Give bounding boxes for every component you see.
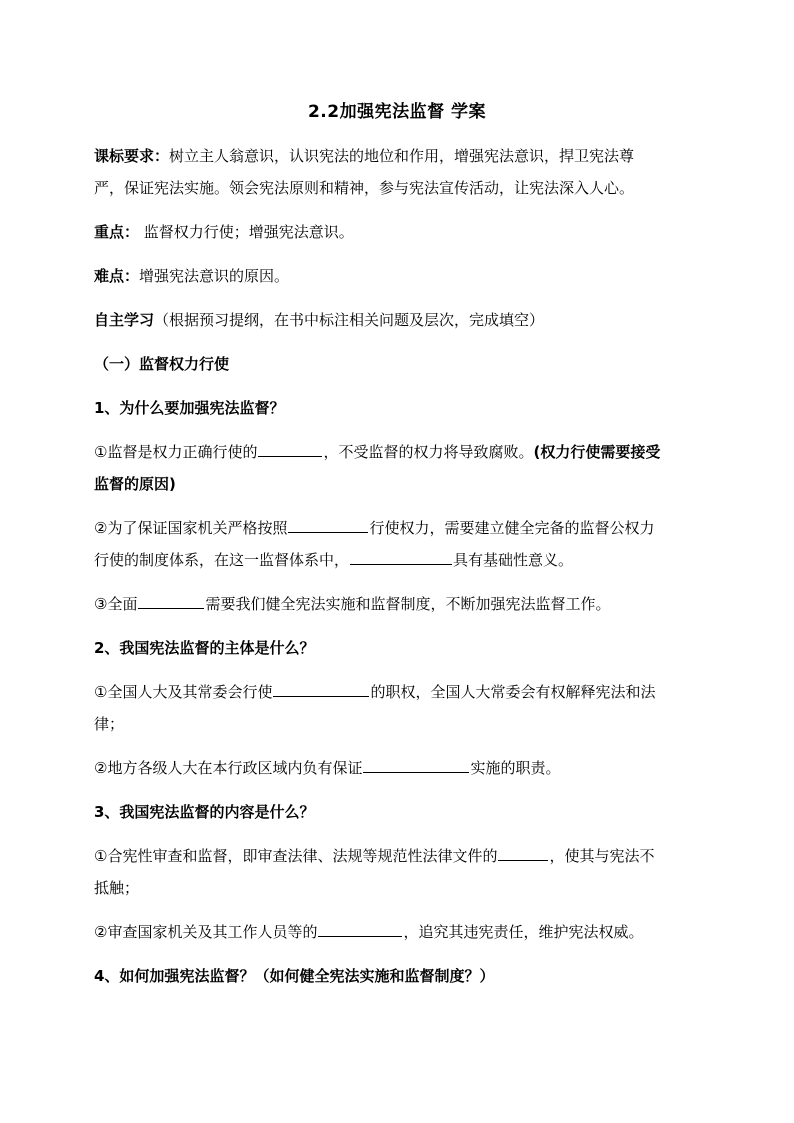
q3-item-1-line-2: 抵触； xyxy=(94,879,140,897)
difficulty-line xyxy=(94,266,704,286)
q2-item-1-text-b: 的职权，全国人大常委会有权解释宪法和法 xyxy=(370,683,656,701)
q3-item-2-text-b: ，追究其违宪责任，维护宪法权威。 xyxy=(403,923,644,941)
section-heading: （一）监督权力行使 xyxy=(94,355,230,373)
q2-item-2-text-a: ②地方各级人大在本行政区域内负有保证 xyxy=(94,759,363,777)
q3-item-1-line-1 xyxy=(94,846,704,866)
q2-item-1-line-1 xyxy=(94,682,704,702)
q2-item-2-text-b: 实施的职责。 xyxy=(470,759,561,777)
question-3-heading: 3、我国宪法监督的内容是什么？ xyxy=(94,803,315,821)
q3-item-2-line xyxy=(94,922,704,942)
requirements-text-1: 树立主人翁意识，认识宪法的地位和作用，增强宪法意识，捍卫宪法尊 xyxy=(169,147,635,165)
q1-item-2-text-d: 具有基础性意义。 xyxy=(453,551,574,569)
q3-item-1-text-b: ，使其与宪法不 xyxy=(549,847,655,865)
fill-blank[interactable] xyxy=(258,442,322,457)
question-4-heading: 4、如何加强宪法监督？（如何健全宪法实施和监督制度？） xyxy=(94,967,495,985)
q1-item-1-line-1 xyxy=(94,442,704,462)
q1-item-1-note: (权力行使需要接受 xyxy=(533,443,661,461)
self-study-line xyxy=(94,310,704,330)
q1-item-2-text-b: 行使权力，需要建立健全完备的监督公权力 xyxy=(369,519,655,537)
fill-blank[interactable] xyxy=(363,758,469,773)
requirements-label: 课标要求： xyxy=(94,147,170,165)
requirements-line-2 xyxy=(94,178,704,198)
fill-blank[interactable] xyxy=(288,518,368,533)
page-title: 2.2加强宪法监督 学案 xyxy=(307,102,487,122)
q2-item-2-line xyxy=(94,758,704,778)
self-study-text: （根据预习提纲，在书中标注相关问题及层次，完成填空） xyxy=(154,311,545,329)
difficulty-label: 难点： xyxy=(94,267,140,285)
fill-blank[interactable] xyxy=(498,846,548,861)
self-study-label: 自主学习 xyxy=(94,311,155,329)
q1-item-3-line xyxy=(94,594,704,614)
difficulty-text: 增强宪法意识的原因。 xyxy=(139,267,290,285)
q2-item-1-line-2: 律； xyxy=(94,715,125,733)
q1-item-1-text-b: ，不受监督的权力将导致腐败。 xyxy=(323,443,534,461)
fill-blank[interactable] xyxy=(273,682,369,697)
q1-item-3-text-b: 需要我们健全宪法实施和监督制度，不断加强宪法监督工作。 xyxy=(205,595,611,613)
q2-item-1-text-a: ①全国人大及其常委会行使 xyxy=(94,683,273,701)
q1-item-2-line-1 xyxy=(94,518,704,538)
requirements-line-1 xyxy=(94,146,704,166)
q1-item-1-text-a: ①监督是权力正确行使的 xyxy=(94,443,258,461)
question-1-heading: 1、为什么要加强宪法监督？ xyxy=(94,399,285,417)
fill-blank[interactable] xyxy=(318,922,402,937)
q1-item-2-text-a: ②为了保证国家机关严格按照 xyxy=(94,519,288,537)
q1-item-1-line-2: 监督的原因) xyxy=(94,475,176,493)
key-point-text: 监督权力行使；增强宪法意识。 xyxy=(139,223,354,241)
fill-blank[interactable] xyxy=(350,550,452,565)
q3-item-1-text-a: ①合宪性审查和监督，即审查法律、法规等规范性法律文件的 xyxy=(94,847,498,865)
q3-item-2-text-a: ②审查国家机关及其工作人员等的 xyxy=(94,923,318,941)
q1-item-3-text-a: ③全面 xyxy=(94,595,138,613)
q1-item-2-line-2 xyxy=(94,550,704,570)
fill-blank[interactable] xyxy=(138,594,204,609)
key-point-line xyxy=(94,222,704,242)
key-point-label: 重点： xyxy=(94,223,140,241)
q1-item-2-text-c: 行使的制度体系，在这一监督体系中， xyxy=(94,551,350,569)
question-2-heading: 2、我国宪法监督的主体是什么？ xyxy=(94,639,315,657)
requirements-text-2: 严，保证宪法实施。领会宪法原则和精神，参与宪法宣传活动，让宪法深入人心。 xyxy=(94,179,635,197)
